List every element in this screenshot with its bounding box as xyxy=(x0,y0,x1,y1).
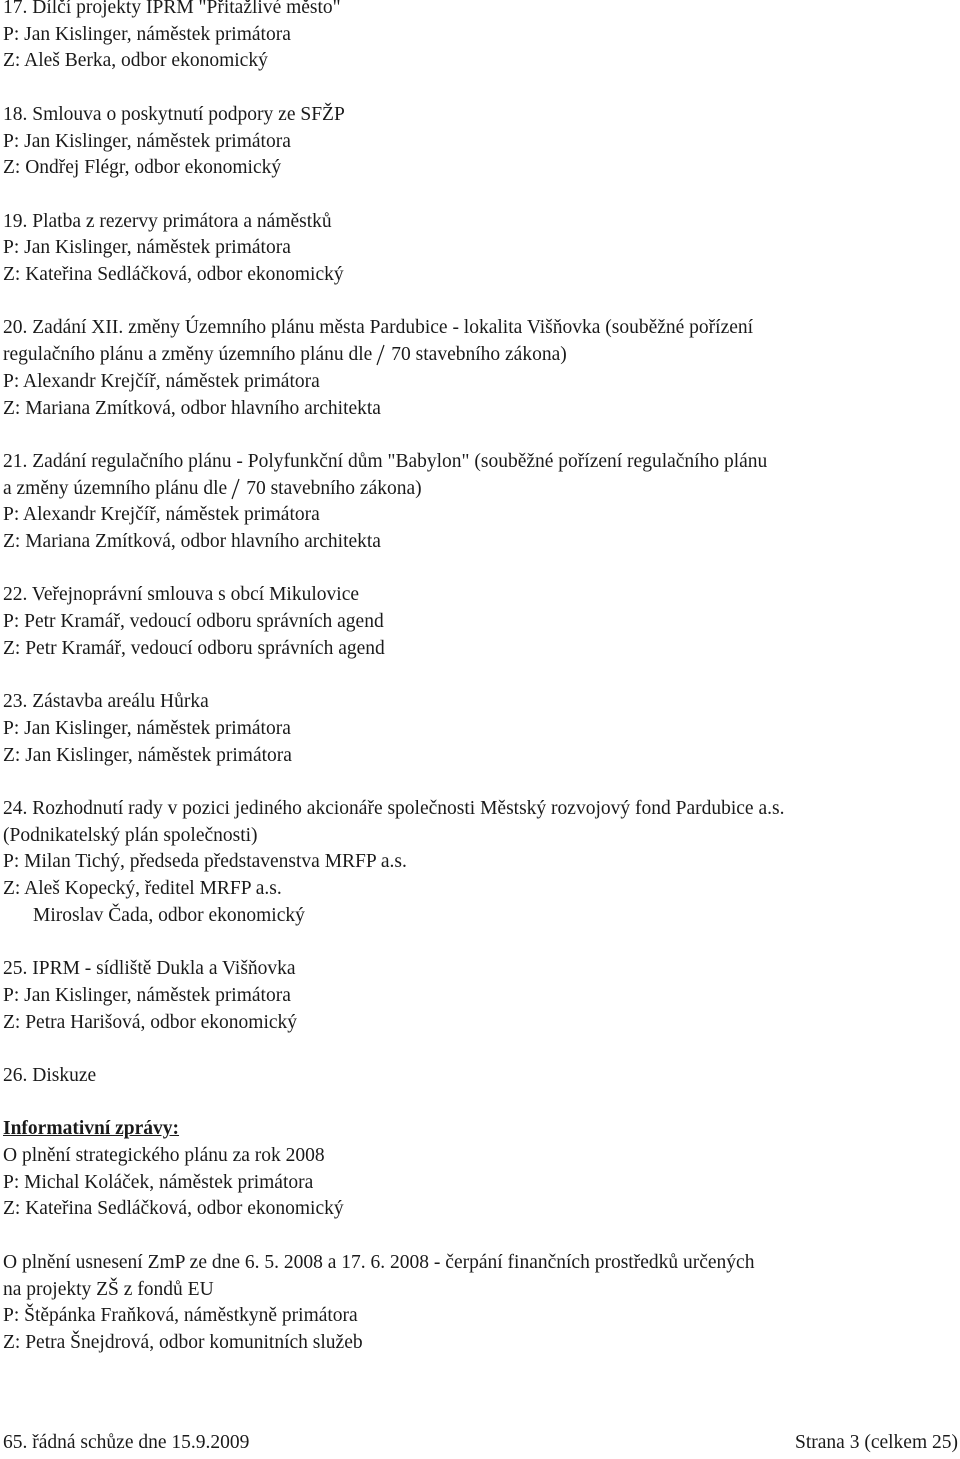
presenter: P: Štěpánka Fraňková, náměstkyně primátora xyxy=(3,1305,358,1327)
agenda-item-22 xyxy=(3,582,955,662)
responsible: Z: Kateřina Sedláčková, odbor ekonomický xyxy=(3,264,344,285)
presenter: P: Jan Kislinger, náměstek primátora xyxy=(3,23,291,45)
responsible: Z: Petr Kramář, vedoucí odboru správních agend xyxy=(3,637,385,659)
title-text-b: 70 stavebního zákona) xyxy=(246,477,422,499)
agenda-item-title-cont xyxy=(3,476,955,503)
page-number: Strana 3 (celkem 25) xyxy=(795,1432,958,1453)
agenda-item-title: 24. Rozhodnutí rady v pozici jediného akcionáře společnosti Městský rozvojový fond Pardubice a.s. xyxy=(3,797,785,819)
responsible: Z: Mariana Zmítková, odbor hlavního architekta xyxy=(3,531,381,552)
document-page xyxy=(3,0,955,1383)
presenter: P: Jan Kislinger, náměstek primátora xyxy=(3,130,291,152)
presenter: P: Jan Kislinger, náměstek primátora xyxy=(3,717,291,739)
agenda-item-title: 20. Zadání XII. změny Územního plánu města Pardubice - lokalita Višňovka (souběžné pořízení xyxy=(3,317,754,339)
meeting-info: 65. řádná schůze dne 15.9.2009 xyxy=(3,1432,250,1453)
agenda-item-title: 25. IPRM - sídliště Dukla a Višňovka xyxy=(3,958,296,980)
report-title: O plnění strategického plánu za rok 2008 xyxy=(3,1145,325,1167)
agenda-item-18 xyxy=(3,102,955,182)
agenda-item-title: 18. Smlouva o poskytnutí podpory ze SFŽP xyxy=(3,103,345,125)
presenter: P: Jan Kislinger, náměstek primátora xyxy=(3,237,291,259)
title-text-b: 70 stavebního zákona) xyxy=(391,344,567,366)
agenda-item-title: 26. Diskuze xyxy=(3,1064,97,1086)
responsible: Z: Ondřej Flégr, odbor ekonomický xyxy=(3,157,282,179)
agenda-item-19 xyxy=(3,209,955,289)
agenda-item-title-cont xyxy=(3,342,955,369)
informative-report-2 xyxy=(3,1250,955,1357)
agenda-item-24 xyxy=(3,796,955,930)
section-heading: Informativní zprávy: xyxy=(3,1118,180,1140)
agenda-item-title: 22. Veřejnoprávní smlouva s obcí Mikulovice xyxy=(3,584,359,606)
responsible: Z: Petra Šnejdrová, odbor komunitních služeb xyxy=(3,1331,363,1353)
informative-report-1 xyxy=(3,1143,955,1223)
agenda-item-20 xyxy=(3,315,955,422)
agenda-item-25 xyxy=(3,956,955,1036)
agenda-item-title: 23. Zástavba areálu Hůrka xyxy=(3,691,209,713)
responsible-second: Miroslav Čada, odbor ekonomický xyxy=(33,904,305,926)
title-text-a: a změny územního plánu dle xyxy=(3,477,228,499)
presenter: P: Alexandr Krejčíř, náměstek primátora xyxy=(3,370,320,392)
agenda-item-title-cont: (Podnikatelský plán společnosti) xyxy=(3,824,258,846)
responsible: Z: Kateřina Sedláčková, odbor ekonomický xyxy=(3,1198,344,1220)
report-title: O plnění usnesení ZmP ze dne 6. 5. 2008 a 17. 6. 2008 - čerpání finančních prostředků určených xyxy=(3,1251,755,1273)
section-sign-icon xyxy=(376,344,385,366)
responsible: Z: Aleš Berka, odbor ekonomický xyxy=(3,50,268,72)
informative-reports-section xyxy=(3,1116,955,1356)
agenda-item-26 xyxy=(3,1063,955,1090)
agenda-item-21 xyxy=(3,449,955,556)
report-title-cont: na projekty ZŠ z fondů EU xyxy=(3,1278,214,1300)
presenter: P: Petr Kramář, vedoucí odboru správních agend xyxy=(3,611,384,633)
title-text-a: regulačního plánu a změny územního plánu dle xyxy=(3,344,373,366)
responsible: Z: Mariana Zmítková, odbor hlavního architekta xyxy=(3,397,381,419)
responsible: Z: Aleš Kopecký, ředitel MRFP a.s. xyxy=(3,878,282,900)
agenda-item-title: 19. Platba z rezervy primátora a náměstků xyxy=(3,210,332,232)
agenda-item-title: 21. Zadání regulačního plánu - Polyfunkční dům "Babylon" (souběžné pořízení regulačního plánu xyxy=(3,450,768,472)
presenter: P: Milan Tichý, předseda představenstva MRFP a.s. xyxy=(3,851,407,873)
agenda-item-title: 17. Dílčí projekty IPRM "Přitažlivé město" xyxy=(3,0,341,18)
presenter: P: Alexandr Krejčíř, náměstek primátora xyxy=(3,504,320,526)
presenter: P: Michal Koláček, náměstek primátora xyxy=(3,1171,314,1193)
responsible: Z: Petra Harišová, odbor ekonomický xyxy=(3,1011,298,1033)
presenter: P: Jan Kislinger, náměstek primátora xyxy=(3,984,291,1006)
section-sign-icon xyxy=(231,478,240,500)
responsible: Z: Jan Kislinger, náměstek primátora xyxy=(3,744,292,766)
agenda-item-17 xyxy=(3,0,955,75)
agenda-item-23 xyxy=(3,689,955,769)
